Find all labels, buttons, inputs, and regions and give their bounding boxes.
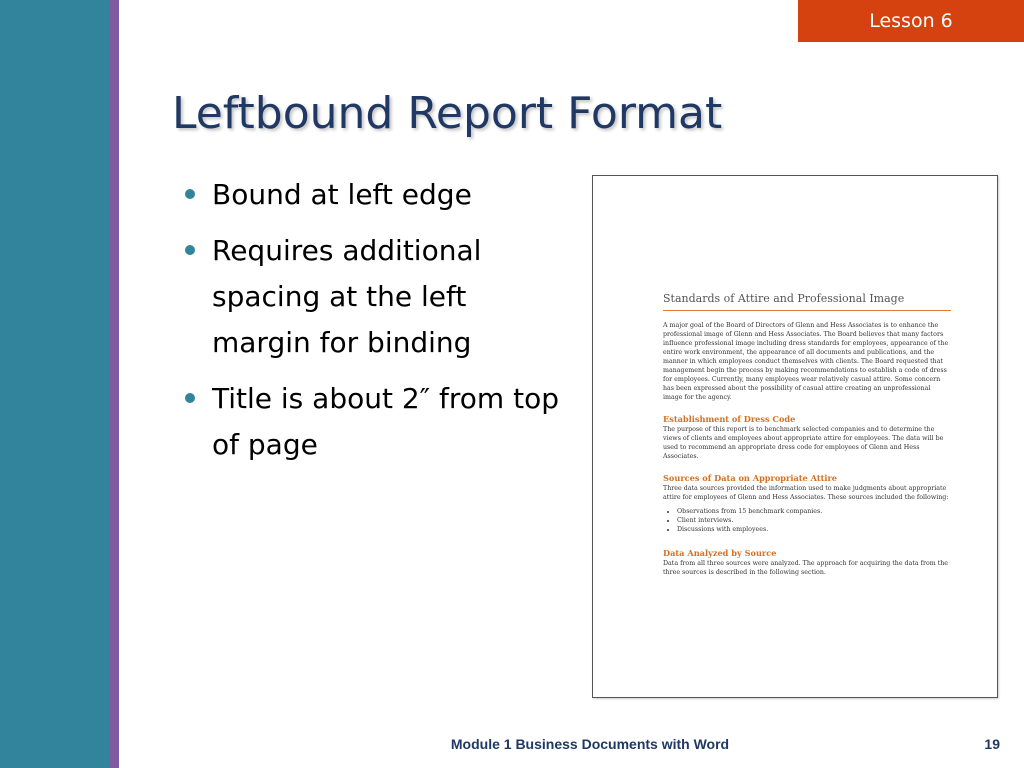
bullet-dot-icon [185, 189, 195, 199]
left-accent-stripe [110, 0, 119, 768]
document-section-paragraph: The purpose of this report is to benchmark selected companies and to determine the views of clients and employees about appropriate attire for employees. The data will be used to recommend an appropriate dress code for employees of Glenn and Hess Associates. [663, 426, 944, 460]
page-number: 19 [984, 736, 1000, 752]
document-section-heading: Data Analyzed by Source [663, 548, 777, 558]
document-list-item: • Discussions with employees. [677, 525, 951, 534]
document-section-heading: Sources of Data on Appropriate Attire [663, 473, 838, 483]
left-sidebar-band [0, 0, 110, 768]
bullet-text: Bound at left edge [212, 178, 472, 211]
document-list-item: • Client interviews. [677, 516, 951, 525]
document-section-paragraph: Data from all three sources were analyzed. The approach for acquiring the data from the three sources is described in the following section. [663, 560, 949, 576]
document-body [663, 292, 951, 589]
bullet-item [185, 228, 565, 366]
lesson-tab [798, 0, 1024, 42]
bullet-text: Title is about 2″ from top of page [212, 382, 559, 461]
bullet-item [185, 172, 565, 218]
footer-module-title: Module 1 Business Documents with Word [450, 736, 730, 752]
lesson-tab-label: Lesson 6 [869, 10, 953, 32]
document-list-item: • Observations from 15 benchmark companies. [677, 507, 951, 516]
bullet-dot-icon [185, 245, 195, 255]
document-section-heading: Establishment of Dress Code [663, 414, 796, 424]
slide-title: Leftbound Report Format [172, 88, 723, 139]
document-preview [592, 175, 998, 698]
bullet-list [185, 172, 565, 478]
bullet-dot-icon [185, 393, 195, 403]
bullet-item [185, 376, 565, 468]
document-bullet-list [663, 507, 951, 534]
bullet-text: Requires additional spacing at the left margin for binding [212, 234, 482, 359]
document-section-paragraph: Three data sources provided the information used to make judgments about appropriate attire for employees of Glenn and Hess Associates. These sources included the following: [663, 485, 949, 501]
document-intro-paragraph: A major goal of the Board of Directors of Glenn and Hess Associates is to enhance the professional image of Glenn and Hess Associates. The Board believes that many factors influence professional image including dress standards for employees, appearance of the entire work environment, the appearance of all documents and publications, and the manner in which employees conduct themselves with clients. The Board requested that management begin the process by making recommendations to establish a code of dress for employees. Currently, many employees wear relatively casual attire. Some concern has been expressed about the possibility of casual attire creating an unprofessional image for the agency. [663, 322, 949, 401]
document-title: Standards of Attire and Professional Image [663, 292, 951, 311]
